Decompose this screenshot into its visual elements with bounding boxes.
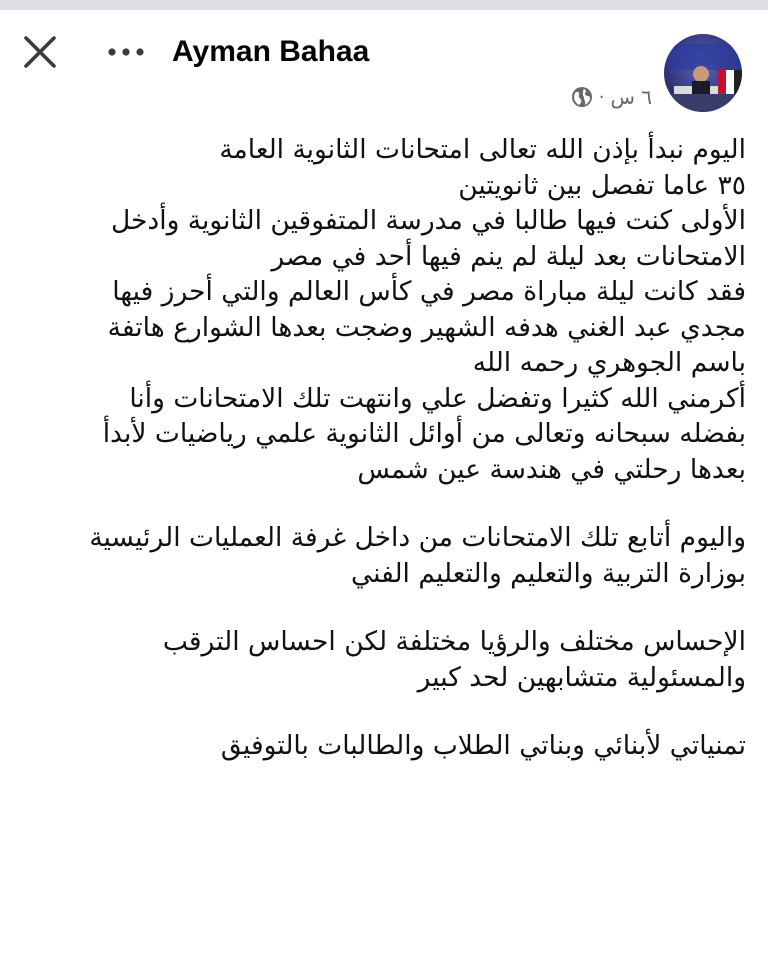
post-line: فقد كانت ليلة مباراة مصر في كأس العالم والتي أحرز فيها [112, 276, 746, 307]
post-line: الأولى كنت فيها طالبا في مدرسة المتفوقين الثانوية وأدخل [110, 205, 746, 236]
post-line: بوزارة التربية والتعليم والتعليم الفني [350, 557, 746, 589]
post-timestamp[interactable]: ٦ س [610, 85, 652, 109]
post-line: بعدها رحلتي في هندسة عين شمس [357, 453, 746, 485]
post-line: اليوم نبدأ بإذن الله تعالى امتحانات الثانوية العامة [219, 134, 746, 165]
paragraph-gap [46, 487, 746, 520]
post-line: الإحساس مختلف والرؤيا مختلفة لكن احساس الترقب [162, 626, 746, 657]
more-options-button[interactable] [104, 36, 148, 68]
post-line: تمنياتي لأبنائي وبناتي الطلاب والطالبات بالتوفيق [220, 730, 746, 761]
post-line: مجدي عبد الغني هدفه الشهير وضجت بعدها الشوارع هاتفة [107, 311, 746, 343]
meta-separator: · [598, 86, 605, 108]
post-line: والمسئولية متشابهين لحد كبير [417, 661, 746, 693]
paragraph-gap [46, 695, 746, 728]
post-line: بفضله سبحانه وتعالى من أوائل الثانوية علمي رياضيات لأبدأ [102, 418, 746, 449]
close-button[interactable] [20, 32, 60, 72]
top-divider-strip [0, 0, 768, 10]
post-line: ٣٥ عاما تفصل بين ثانويتين [458, 169, 746, 201]
post-line: واليوم أتابع تلك الامتحانات من داخل غرفة العمليات الرئيسية [89, 522, 746, 553]
author-name[interactable]: Ayman Bahaa [172, 35, 370, 68]
close-icon [22, 34, 58, 70]
post-line: الامتحانات بعد ليلة لم ينم فيها أحد في مصر [271, 240, 746, 272]
globe-icon[interactable] [571, 86, 593, 108]
post-line: أكرمني الله كثيرا وتفضل علي وانتهت تلك الامتحانات وأنا [129, 382, 746, 414]
avatar[interactable] [664, 34, 742, 112]
post-body [46, 132, 746, 764]
paragraph-gap [46, 591, 746, 624]
more-horizontal-icon [106, 47, 146, 57]
post-meta [571, 82, 652, 112]
post-line: باسم الجوهري رحمه الله [472, 347, 746, 378]
